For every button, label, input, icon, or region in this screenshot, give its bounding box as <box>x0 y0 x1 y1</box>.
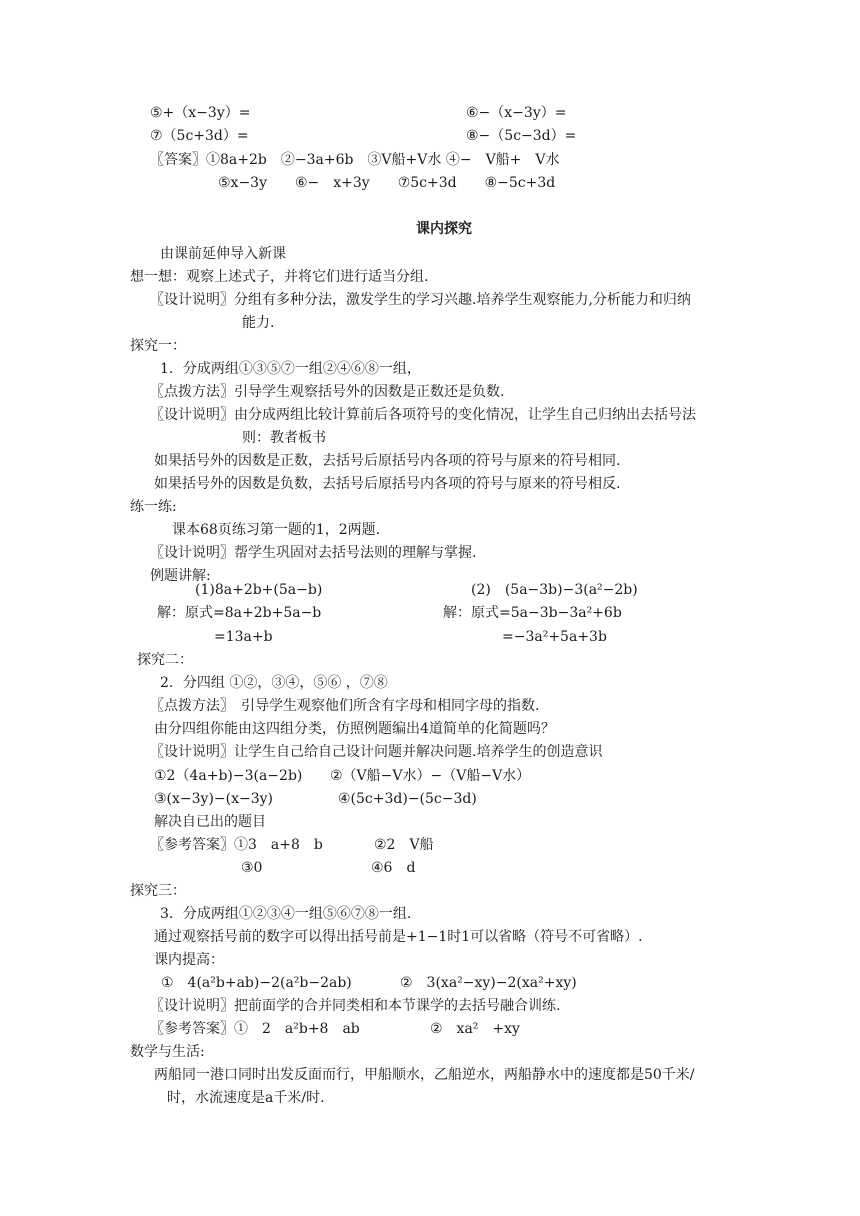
design-note-5: 〖设计说明〗把前面学的合并同类相和本节课学的去括号融合训练. <box>150 998 561 1014</box>
example-heading: 例题讲解: <box>150 568 211 584</box>
section-heading: 课内探究 <box>416 221 472 237</box>
design-note-2: 〖设计说明〗由分成两组比较计算前后各项符号的变化情况，让学生自己归纳出去括号法 <box>150 407 696 423</box>
explore-1-heading: 探究一： <box>130 338 186 354</box>
answer-line-1: 〖答案〗①8a+2b ②−3a+6b ③V船+V水 ④− V船+ V水 <box>150 152 560 168</box>
design-note-3: 〖设计说明〗帮学生巩固对去括号法则的理解与掌握. <box>150 545 477 561</box>
improve-problem-2: ② 3(xa²−xy)−2(xa²+xy) <box>400 975 577 991</box>
explore-3-heading: 探究三： <box>130 883 186 899</box>
example-2-solution: 解：原式=5a−3b−3a²+6b <box>443 605 622 621</box>
hint-method-1: 〖点拨方法〗引导学生观察括号外的因数是正数还是负数. <box>150 384 505 400</box>
problem-4: ④(5c+3d)−(5c−3d) <box>338 791 477 807</box>
explore-3-step: 3．分成两组①②③④一组⑤⑥⑦⑧一组. <box>160 906 412 922</box>
practice-line: 课本68页练习第一题的1，2两题. <box>172 522 381 538</box>
think-line: 想一想：观察上述式子，并将它们进行适当分组. <box>130 269 429 285</box>
design-note-4: 〖设计说明〗让学生自己给自己设计问题并解决问题.培养学生的创造意识 <box>150 744 603 760</box>
design-note-2-cont: 则：教者板书 <box>242 430 326 446</box>
reference-answer-improve-2: ② xa² +xy <box>430 1021 520 1037</box>
exercise-8: ⑧−（5c−3d）= <box>466 128 577 144</box>
example-2: (2) (5a−3b)−3(a²−2b) <box>471 582 638 598</box>
explore-1-step: 1．分成两组①③⑤⑦一组②④⑥⑧一组， <box>160 361 421 377</box>
math-life-problem: 两船同一港口同时出发反面而行，甲船顺水，乙船逆水，两船静水中的速度都是50千米/ <box>154 1067 695 1083</box>
problem-2: ②（V船−V水）−（V船−V水） <box>330 768 531 784</box>
explore-2-question: 由分四组你能由这四组分类，仿照例题编出4道简单的化简题吗？ <box>154 721 555 737</box>
reference-answer-2: ②2 V船 <box>374 837 434 853</box>
explore-2-heading: 探究二： <box>137 652 193 668</box>
in-class-improve-heading: 课内提高： <box>154 952 224 968</box>
reference-answer-3: ③0 <box>241 860 263 876</box>
example-2-result: =−3a²+5a+3b <box>502 629 607 645</box>
solve-own-problems: 解决自已出的题目 <box>154 814 266 830</box>
intro-line: 由课前延伸导入新课 <box>160 246 286 262</box>
exercise-5: ⑤+（x−3y）= <box>150 105 251 121</box>
rule-positive: 如果括号外的因数是正数，去括号后原括号内各项的符号与原来的符号相同. <box>154 453 621 469</box>
math-life-heading: 数学与生活: <box>130 1044 205 1060</box>
math-life-problem-cont: 时，水流速度是a千米/时. <box>167 1090 325 1106</box>
design-note-1: 〖设计说明〗分组有多种分法，激发学生的学习兴趣.培养学生观察能力,分析能力和归纳 <box>150 292 691 308</box>
answer-line-2: ⑤x−3y ⑥− x+3y ⑦5c+3d ⑧−5c+3d <box>218 175 556 191</box>
example-1-result: =13a+b <box>214 629 273 645</box>
example-1: (1)8a+2b+(5a−b) <box>195 582 323 598</box>
problem-1: ①2（4a+b)−3(a−2b) <box>154 768 303 784</box>
example-1-solution: 解：原式=8a+2b+5a−b <box>157 605 322 621</box>
reference-answer-4: ④6 d <box>371 860 416 876</box>
hint-method-2: 〖点拨方法〗 引导学生观察他们所含有字母和相同字母的指数. <box>150 698 540 714</box>
explore-3-observation: 通过观察括号前的数字可以得出括号前是+1−1时1可以省略（符号不可省略）. <box>154 929 643 945</box>
improve-problem-1: ① 4(a²b+ab)−2(a²b−2ab) <box>161 975 352 991</box>
problem-3: ③(x−3y)−(x−3y) <box>154 791 274 807</box>
reference-answer-1: 〖参考答案〗①3 a+8 b <box>150 837 323 853</box>
exercise-7: ⑦（5c+3d）= <box>150 128 249 144</box>
rule-negative: 如果括号外的因数是负数，去括号后原括号内各项的符号与原来的符号相反. <box>154 476 621 492</box>
reference-answer-improve-1: 〖参考答案〗① 2 a²b+8 ab <box>150 1021 360 1037</box>
practice-heading: 练一练: <box>130 499 177 515</box>
explore-2-step: 2．分四组 ①②，③④，⑤⑥ ，⑦⑧ <box>160 675 388 691</box>
exercise-6: ⑥−（x−3y）= <box>466 105 567 121</box>
design-note-1-cont: 能力. <box>242 315 275 331</box>
